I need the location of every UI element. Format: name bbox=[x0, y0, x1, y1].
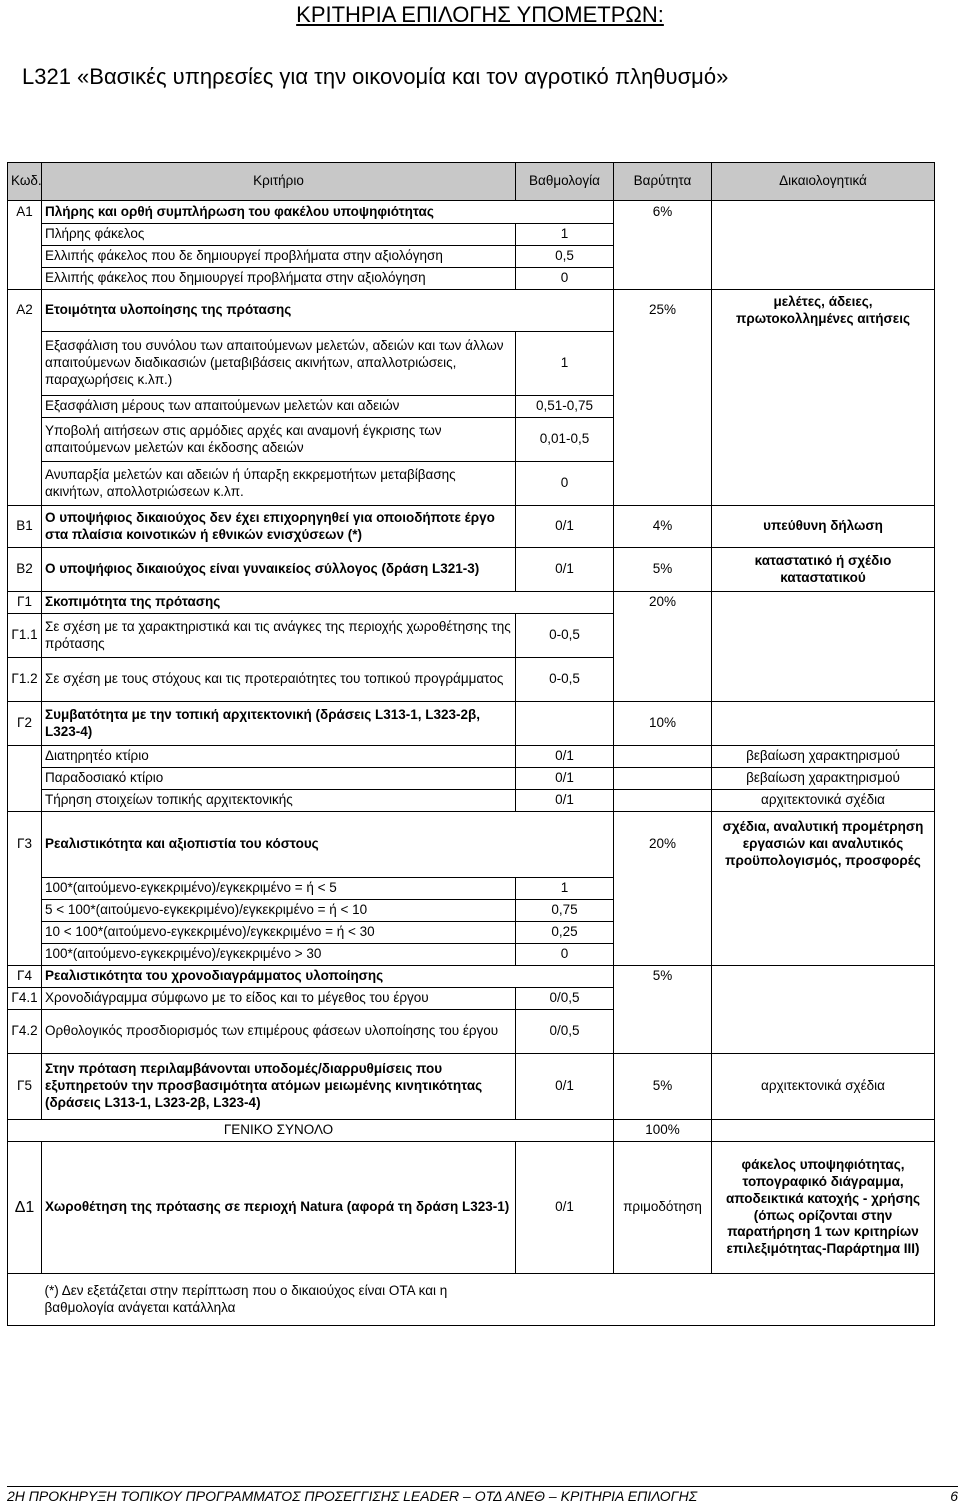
table-row bbox=[8, 290, 935, 332]
row-weight: 5% bbox=[614, 548, 712, 592]
table-row bbox=[8, 246, 935, 268]
table-row bbox=[8, 592, 935, 614]
row-weight: 10% bbox=[614, 702, 712, 746]
table-row bbox=[8, 506, 935, 548]
row-criterion: Ελλιπής φάκελος που δε δημιουργεί προβλήματα στην αξιολόγηση bbox=[42, 246, 516, 268]
table-row bbox=[8, 462, 935, 506]
row-criterion: Ο υποψήφιος δικαιούχος είναι γυναικείος σύλλογος (δράση L321-3) bbox=[42, 548, 516, 592]
table-row bbox=[8, 658, 935, 702]
row-weight: 20% bbox=[614, 812, 712, 878]
table-row bbox=[8, 1274, 935, 1326]
row-docs: αρχιτεκτονικά σχέδια bbox=[712, 1054, 935, 1120]
row-code: Α2 bbox=[8, 290, 42, 332]
header-score: Βαθμολογία bbox=[516, 163, 614, 201]
row-code: Γ4.2 bbox=[8, 1010, 42, 1054]
row-code: Γ2 bbox=[8, 702, 42, 746]
header-code: Κωδ. bbox=[8, 163, 42, 201]
row-score: 1 bbox=[516, 878, 614, 900]
header-weight: Βαρύτητα bbox=[614, 163, 712, 201]
row-criterion: Τήρηση στοιχείων τοπικής αρχιτεκτονικής bbox=[42, 790, 516, 812]
row-criterion: Εξασφάλιση του συνόλου των απαιτούμενων μελετών, αδειών και των άλλων απαιτούμενων διαδικασιών (μεταβιβάσεις ακινήτων, απαλλοτριώσεις, παραχωρήσεις κ.λπ.) bbox=[42, 332, 516, 396]
row-score: 0/1 bbox=[516, 1054, 614, 1120]
footer-divider bbox=[7, 1486, 958, 1487]
table-row bbox=[8, 812, 935, 878]
row-docs: βεβαίωση χαρακτηρισμού bbox=[712, 746, 935, 768]
row-criterion: Ελλιπής φάκελος που δημιουργεί προβλήματα στην αξιολόγηση bbox=[42, 268, 516, 290]
row-code: Γ1 bbox=[8, 592, 42, 614]
table-row bbox=[8, 548, 935, 592]
grand-total-label: ΓΕΝΙΚΟ ΣΥΝΟΛΟ bbox=[42, 1120, 516, 1142]
row-code: Γ1.2 bbox=[8, 658, 42, 702]
table-row bbox=[8, 922, 935, 944]
row-score: 0/1 bbox=[516, 548, 614, 592]
row-criterion: Παραδοσιακό κτίριο bbox=[42, 768, 516, 790]
row-docs bbox=[712, 201, 935, 224]
row-code: Γ4 bbox=[8, 966, 42, 988]
row-code: Β1 bbox=[8, 506, 42, 548]
page-footer bbox=[7, 1488, 958, 1504]
row-score: 0/0,5 bbox=[516, 1010, 614, 1054]
row-score: 1 bbox=[516, 332, 614, 396]
row-criterion: Πλήρης φάκελος bbox=[42, 224, 516, 246]
row-docs: φάκελος υποψηφιότητας, τοπογραφικό διάγραμμα, αποδεικτικά κατοχής - χρήσης (όπως ορίζονται στην παρατήρηση 1 των κριτηρίων επιλεξιμότητας-Παράρτημα III) bbox=[712, 1142, 935, 1274]
row-code: Γ1.1 bbox=[8, 614, 42, 658]
row-criterion: Ορθολογικός προσδιορισμός των επιμέρους φάσεων υλοποίησης του έργου bbox=[42, 1010, 516, 1054]
row-criterion: Συμβατότητα με την τοπική αρχιτεκτονική (δράσεις L313-1, L323-2β, L323-4) bbox=[42, 702, 516, 746]
row-docs: βεβαίωση χαρακτηρισμού bbox=[712, 768, 935, 790]
table-row bbox=[8, 988, 935, 1010]
table-row bbox=[8, 418, 935, 462]
row-score: 0-0,5 bbox=[516, 658, 614, 702]
row-score: 0,5 bbox=[516, 246, 614, 268]
table-row bbox=[8, 268, 935, 290]
row-criterion: Διατηρητέο κτίριο bbox=[42, 746, 516, 768]
row-criterion: 5 < 100*(αιτούμενο-εγκεκριμένο)/εγκεκριμένο = ή < 10 bbox=[42, 900, 516, 922]
table-row bbox=[8, 900, 935, 922]
row-criterion: Χρονοδιάγραμμα σύμφωνο με το είδος και το μέγεθος του έργου bbox=[42, 988, 516, 1010]
row-score: 0,75 bbox=[516, 900, 614, 922]
row-code: Γ4.1 bbox=[8, 988, 42, 1010]
row-code: Β2 bbox=[8, 548, 42, 592]
page-subtitle: L321 «Βασικές υπηρεσίες για την οικονομία και τον αγροτικό πληθυσμό» bbox=[22, 64, 729, 89]
table-row bbox=[8, 396, 935, 418]
row-criterion: 100*(αιτούμενο-εγκεκριμένο)/εγκεκριμένο > 30 bbox=[42, 944, 516, 966]
table-row bbox=[8, 1120, 935, 1142]
table-row bbox=[8, 878, 935, 900]
header-docs: Δικαιολογητικά bbox=[712, 163, 935, 201]
row-criterion: 100*(αιτούμενο-εγκεκριμένο)/εγκεκριμένο = ή < 5 bbox=[42, 878, 516, 900]
table-row bbox=[8, 1054, 935, 1120]
table-row bbox=[8, 1010, 935, 1054]
page-number: 6 bbox=[950, 1488, 958, 1504]
row-score: 0-0,5 bbox=[516, 614, 614, 658]
row-code: Γ3 bbox=[8, 812, 42, 878]
footer-title: 2Η ΠΡΟΚΗΡΥΞΗ ΤΟΠΙΚΟΥ ΠΡΟΓΡΑΜΜΑΤΟΣ ΠΡΟΣΕΓΓΙΣΗΣ LEADER – ΟΤΔ ΑΝΕΘ – ΚΡΙΤΗΡΙΑ ΕΠΙΛΟΓΗΣ bbox=[7, 1488, 698, 1504]
row-weight: 5% bbox=[614, 1054, 712, 1120]
row-criterion: Ετοιμότητα υλοποίησης της πρότασης bbox=[45, 302, 292, 318]
row-score: 0,51-0,75 bbox=[516, 396, 614, 418]
row-criterion: Σε σχέση με τους στόχους και τις προτεραιότητες του τοπικού προγράμματος bbox=[42, 658, 516, 702]
row-criterion: Υποβολή αιτήσεων στις αρμόδιες αρχές και αναμονή έγκρισης των απαιτούμενων μελετών και έκδοσης αδειών bbox=[42, 418, 516, 462]
row-code: Δ1 bbox=[8, 1142, 42, 1274]
row-score: 0,01-0,5 bbox=[516, 418, 614, 462]
row-criterion: Ανυπαρξία μελετών και αδειών ή ύπαρξη εκκρεμοτήτων μεταβίβασης ακινήτων, απολλοτριώσεων κ.λπ. bbox=[42, 462, 516, 506]
page-title: ΚΡΙΤΗΡΙΑ ΕΠΙΛΟΓΗΣ ΥΠΟΜΕΤΡΩΝ: bbox=[296, 2, 664, 27]
row-score: 0/1 bbox=[516, 1142, 614, 1274]
table-row bbox=[8, 1142, 935, 1274]
table-row bbox=[8, 790, 935, 812]
row-weight: 20% bbox=[614, 592, 712, 614]
criteria-table bbox=[7, 162, 935, 1326]
row-score: 0/1 bbox=[516, 790, 614, 812]
row-criterion: Ρεαλιστικότητα του χρονοδιαγράμματος υλοποίησης bbox=[42, 966, 614, 988]
row-score: 0,25 bbox=[516, 922, 614, 944]
header-criterion: Κριτήριο bbox=[42, 163, 516, 201]
row-docs: καταστατικό ή σχέδιο καταστατικού bbox=[712, 548, 935, 592]
table-header-row bbox=[8, 163, 935, 201]
table-row bbox=[8, 201, 935, 224]
row-score: 0 bbox=[516, 268, 614, 290]
row-code: Γ5 bbox=[8, 1054, 42, 1120]
row-docs: αρχιτεκτονικά σχέδια bbox=[712, 790, 935, 812]
row-code: Α1 bbox=[8, 201, 42, 224]
row-criterion: Σκοπιμότητα της πρότασης bbox=[42, 592, 614, 614]
table-row bbox=[8, 746, 935, 768]
row-weight: πριμοδότηση bbox=[614, 1142, 712, 1274]
row-docs: σχέδια, αναλυτική προμέτρηση εργασιών και αναλυτικός προϋπολογισμός, προσφορές bbox=[712, 812, 935, 878]
table-row bbox=[8, 966, 935, 988]
row-criterion: Σε σχέση με τα χαρακτηριστικά και τις ανάγκες της περιοχής χωροθέτησης της πρότασης bbox=[42, 614, 516, 658]
row-criterion: Στην πρόταση περιλαμβάνονται υποδομές/διαρρυθμίσεις που εξυπηρετούν την προσβασιμότητα ατόμων μειωμένης κινητικότητας (δράσεις L313-1, L323-2β, L323-4) bbox=[42, 1054, 516, 1120]
row-weight: 25% bbox=[614, 290, 712, 332]
row-criterion: Πλήρης και ορθή συμπλήρωση του φακέλου υποψηφιότητας bbox=[42, 201, 614, 224]
row-score: 0/1 bbox=[516, 506, 614, 548]
table-row bbox=[8, 768, 935, 790]
grand-total-value: 100% bbox=[614, 1120, 712, 1142]
row-criterion: Εξασφάλιση μέρους των απαιτούμενων μελετών και αδειών bbox=[42, 396, 516, 418]
footnote: (*) Δεν εξετάζεται στην περίπτωση που ο δικαιούχος είναι ΟΤΑ και η βαθμολογία ανάγεται κατάλληλα bbox=[42, 1274, 516, 1326]
row-score: 1 bbox=[516, 224, 614, 246]
row-score: 0 bbox=[516, 944, 614, 966]
row-weight: 5% bbox=[614, 966, 712, 988]
row-criterion: Ο υποψήφιος δικαιούχος δεν έχει επιχορηγηθεί για οποιοδήποτε έργο στα πλαίσια κοινοτικών ή εθνικών ενισχύσεων (*) bbox=[42, 506, 516, 548]
table-row bbox=[8, 332, 935, 396]
row-score: 0 bbox=[516, 462, 614, 506]
table-row bbox=[8, 224, 935, 246]
row-score: 0/1 bbox=[516, 768, 614, 790]
row-docs: μελέτες, άδειες, πρωτοκολλημένες αιτήσεις bbox=[712, 290, 935, 332]
row-criterion: Χωροθέτηση της πρότασης σε περιοχή Natura (αφορά τη δράση L323-1) bbox=[42, 1142, 516, 1274]
row-weight: 4% bbox=[614, 506, 712, 548]
table-row bbox=[8, 614, 935, 658]
row-weight: 6% bbox=[614, 201, 712, 224]
row-criterion: 10 < 100*(αιτούμενο-εγκεκριμένο)/εγκεκριμένο = ή < 30 bbox=[42, 922, 516, 944]
row-score: 0/0,5 bbox=[516, 988, 614, 1010]
table-row bbox=[8, 702, 935, 746]
table-row bbox=[8, 944, 935, 966]
row-docs: υπεύθυνη δήλωση bbox=[712, 506, 935, 548]
row-score: 0/1 bbox=[516, 746, 614, 768]
row-criterion: Ρεαλιστικότητα και αξιοπιστία του κόστους bbox=[45, 836, 319, 852]
